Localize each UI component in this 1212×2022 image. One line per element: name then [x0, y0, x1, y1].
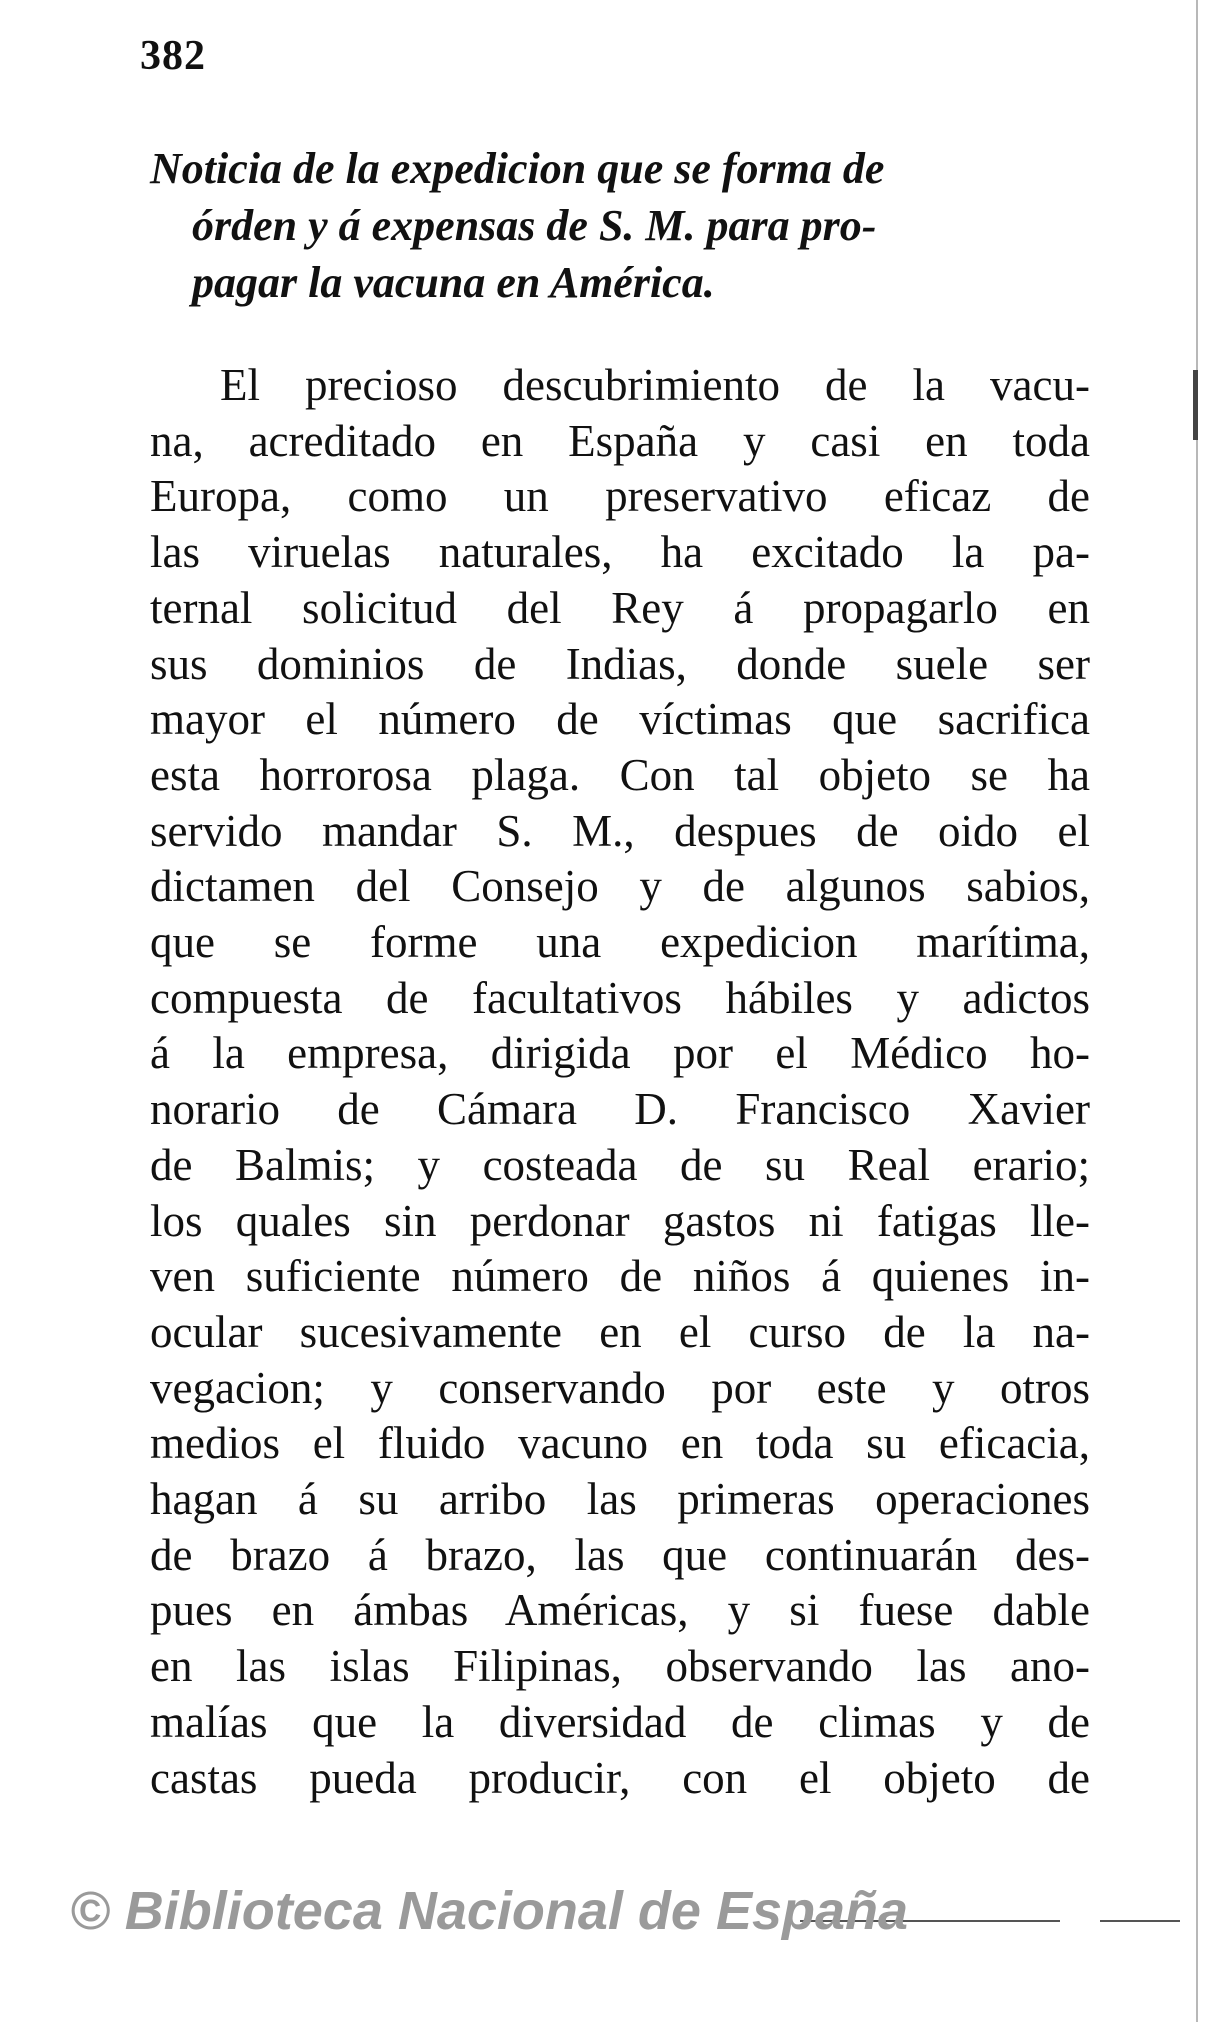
text-line: Europa, como un preservativo eficaz de — [150, 471, 1090, 522]
text-line: los quales sin perdonar gastos ni fatigas lle- — [150, 1195, 1090, 1246]
text-line: las viruelas naturales, ha excitado la pa- — [150, 527, 1090, 578]
text-line: El precioso descubrimiento de la vacu- — [220, 360, 1090, 410]
text-line: de brazo á brazo, las que continuarán des- — [150, 1529, 1090, 1580]
article-title — [150, 140, 1090, 311]
title-line: pagar la vacuna en América. — [192, 258, 715, 307]
page-edge-mark — [1193, 370, 1198, 440]
text-line: esta horrorosa plaga. Con tal objeto se ha — [150, 749, 1090, 800]
title-line: Noticia de la expedicion que se forma de — [150, 144, 885, 193]
text-line: sus dominios de Indias, donde suele ser — [150, 638, 1090, 689]
text-line: de Balmis; y costeada de su Real erario; — [150, 1139, 1090, 1190]
text-line: compuesta de facultativos hábiles y adictos — [150, 972, 1090, 1023]
page-edge-line — [1196, 0, 1198, 2022]
text-line: na, acreditado en España y casi en toda — [150, 415, 1090, 466]
library-watermark: © Biblioteca Nacional de España — [70, 1881, 909, 1941]
text-line: malías que la diversidad de climas y de — [150, 1696, 1090, 1747]
text-line: servido mandar S. M., despues de oido el — [150, 805, 1090, 856]
text-line: ternal solicitud del Rey á propagarlo en — [150, 582, 1090, 633]
text-line: á la empresa, dirigida por el Médico ho- — [150, 1028, 1090, 1079]
text-line: ocular sucesivamente en el curso de la na- — [150, 1306, 1090, 1357]
text-line: dictamen del Consejo y de algunos sabios, — [150, 861, 1090, 912]
text-line: mayor el número de víctimas que sacrifica — [150, 694, 1090, 745]
text-line: medios el fluido vacuno en toda su eficacia, — [150, 1418, 1090, 1469]
page-number: 382 — [140, 33, 206, 79]
text-line: que se forme una expedicion marítima, — [150, 917, 1090, 968]
title-line: órden y á expensas de S. M. para pro- — [192, 201, 877, 250]
divider-dash — [1100, 1920, 1180, 1922]
text-line: vegacion; y conservando por este y otros — [150, 1362, 1090, 1413]
text-line: ven suficiente número de niños á quienes in- — [150, 1251, 1090, 1302]
body-paragraph — [150, 358, 1090, 1806]
text-line: castas pueda producir, con el objeto de — [150, 1752, 1090, 1803]
text-line: norario de Cámara D. Francisco Xavier — [150, 1084, 1090, 1135]
text-line: en las islas Filipinas, observando las ano- — [150, 1641, 1090, 1692]
text-line: pues en ámbas Américas, y si fuese dable — [150, 1585, 1090, 1636]
text-line: hagan á su arribo las primeras operaciones — [150, 1474, 1090, 1525]
